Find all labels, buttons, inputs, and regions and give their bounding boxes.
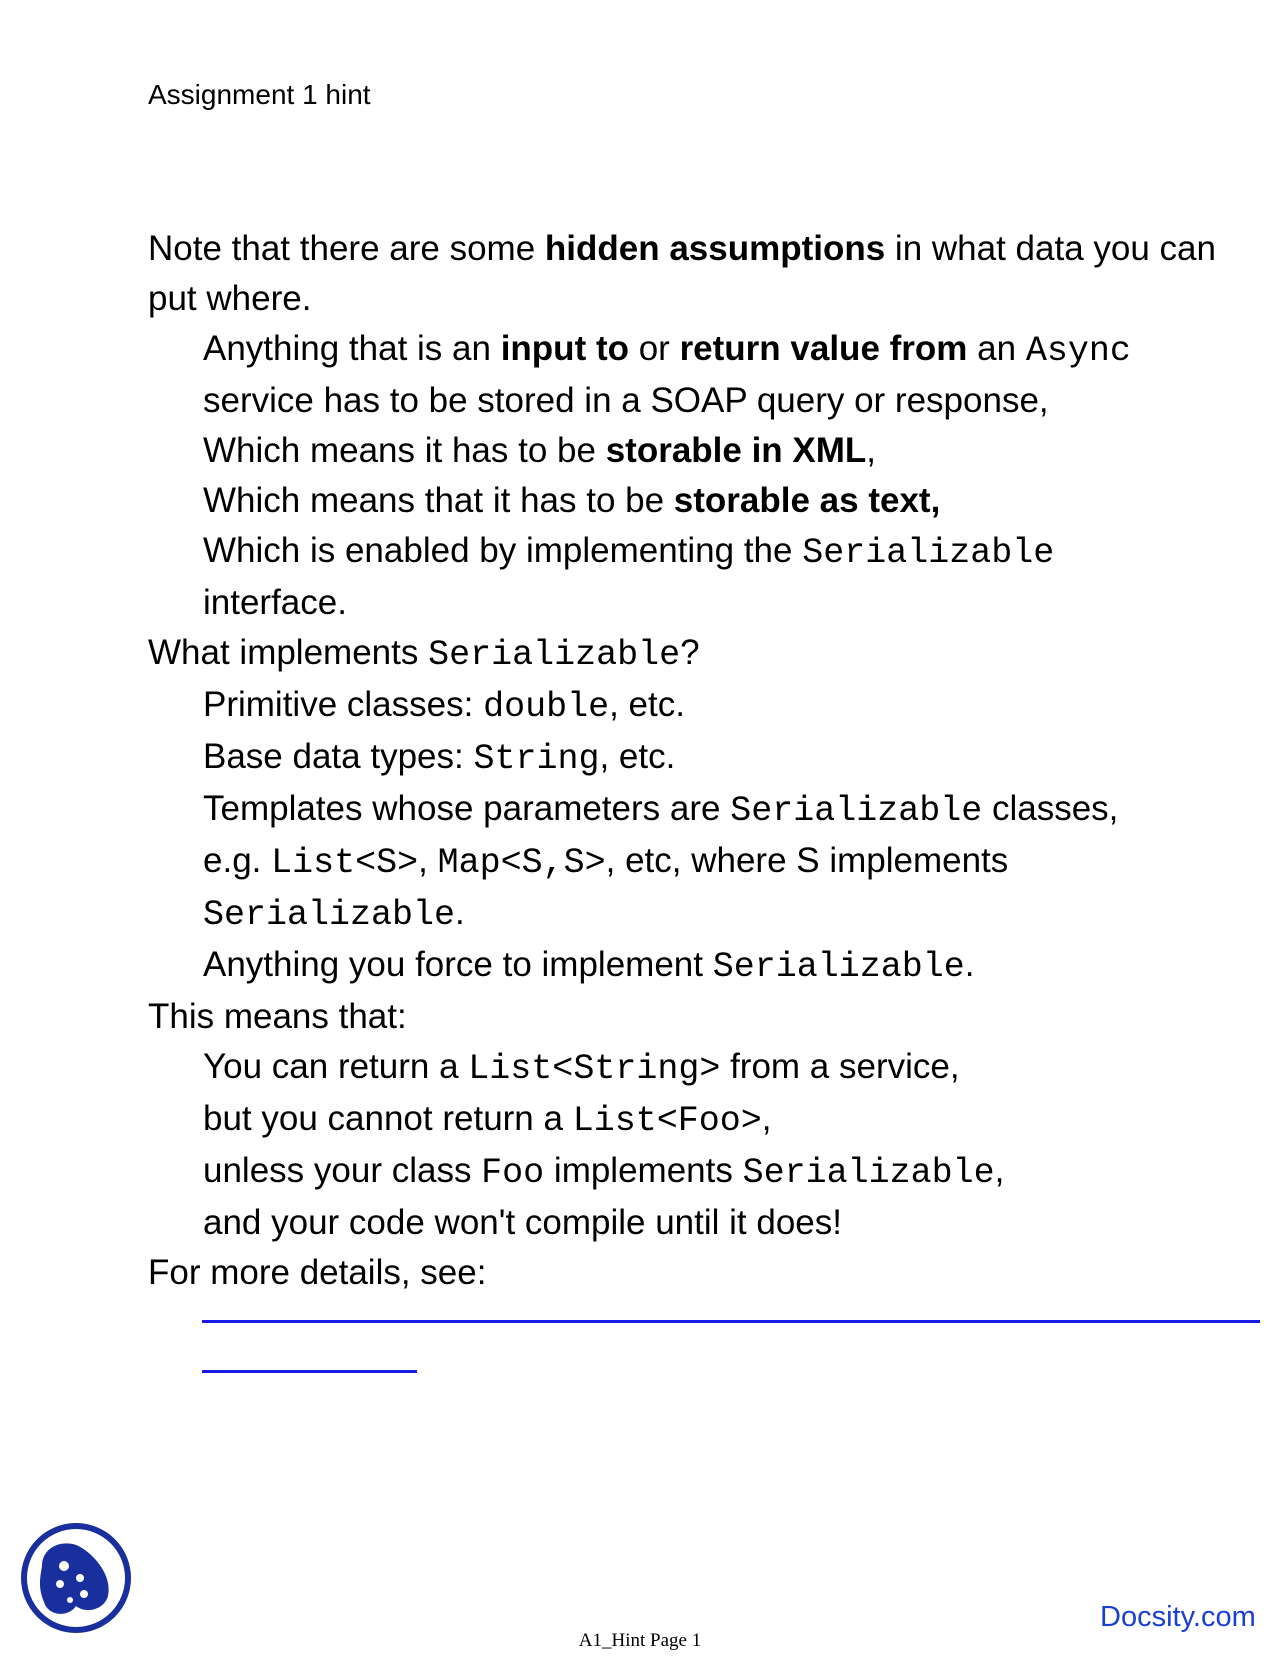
text-span: , (866, 431, 877, 470)
text-span: What implements (148, 633, 429, 672)
line-unless (148, 1146, 1248, 1198)
code-text: List<String> (468, 1049, 721, 1089)
text-span: in what data you can put where. (148, 229, 1216, 318)
text-span: , (761, 1099, 772, 1138)
line-cannot-return (148, 1094, 1248, 1146)
line-async (148, 324, 1248, 376)
text-span: Anything that is an (203, 329, 501, 368)
code-text: Foo (481, 1153, 545, 1193)
page-header-title: Assignment 1 hint (148, 79, 371, 110)
text-span: unless your class (203, 1151, 482, 1190)
code-text: List<S> (271, 843, 419, 883)
text-span: Which is enabled by implementing the (203, 531, 803, 570)
line-serializable (148, 526, 1248, 578)
code-text: Serializable (742, 1153, 995, 1193)
text-span: Which means it has to be (203, 431, 606, 470)
code-text: Serializable (802, 533, 1055, 573)
paragraph-intro (148, 224, 1248, 324)
hyperlink-underline[interactable] (202, 1320, 1260, 1323)
line-text (148, 476, 1248, 526)
line-primitive (148, 680, 1248, 732)
text-span: Note that there are some (148, 229, 545, 268)
page-footer: A1_Hint Page 1 (578, 1630, 702, 1651)
text-span: . (964, 945, 975, 984)
line-example (148, 836, 1248, 888)
line-this-means: This means that: (148, 997, 407, 1036)
text-span: e.g. (203, 841, 272, 880)
code-text: Serializable (730, 791, 983, 831)
text-span: implements (544, 1151, 743, 1190)
text-span: Anything you force to implement (203, 945, 713, 984)
text-span: , etc. (599, 737, 676, 776)
text-span: classes, (982, 789, 1119, 828)
document-body (148, 224, 1248, 1298)
code-text: String (473, 739, 600, 779)
line-xml (148, 426, 1248, 476)
text-span: . (455, 893, 465, 932)
bold-text: input to (500, 329, 629, 368)
text-span: from a service, (720, 1047, 960, 1086)
text-span: , etc, where S implements (605, 841, 1009, 880)
line-interface: interface. (203, 583, 347, 622)
line-serializable-2 (148, 888, 1248, 940)
code-text: Serializable (712, 947, 965, 987)
code-text: Serializable (428, 635, 681, 675)
code-text: double (483, 687, 610, 727)
bold-text: return value from (679, 329, 968, 368)
text-span: You can return a (203, 1047, 469, 1086)
text-span: Base data types: (203, 737, 474, 776)
code-text: Async (1025, 331, 1131, 371)
bold-text: hidden assumptions (544, 229, 886, 268)
text-span: an (967, 329, 1026, 368)
text-span: but you cannot return a (203, 1099, 573, 1138)
text-span: or (628, 329, 680, 368)
line-more-details: For more details, see: (148, 1253, 487, 1292)
text-span: Which means that it has to be (203, 481, 674, 520)
line-wont-compile: and your code won't compile until it does! (203, 1203, 842, 1242)
text-span: , etc. (609, 685, 685, 724)
line-templates (148, 784, 1248, 836)
hyperlink-underline-continued[interactable] (202, 1370, 417, 1373)
text-span: , (418, 841, 438, 880)
text-span: Templates whose parameters are (203, 789, 731, 828)
docsity-logo-icon (20, 1522, 132, 1634)
text-span: ? (680, 633, 700, 672)
code-text: List<Foo> (572, 1101, 762, 1141)
line-base-types (148, 732, 1248, 784)
bold-text: storable in XML (605, 431, 867, 470)
line-what-implements (148, 628, 1248, 680)
code-text: Serializable (203, 895, 456, 935)
docsity-brand-link[interactable]: Docsity.com (1100, 1601, 1256, 1633)
line-return-list (148, 1042, 1248, 1094)
line-soap: service has to be stored in a SOAP query or response, (203, 381, 1049, 420)
text-span: , (994, 1151, 1005, 1190)
text-span: Primitive classes: (203, 685, 484, 724)
line-force (148, 940, 1248, 992)
code-text: Map<S,S> (437, 843, 606, 883)
bold-text: storable as text, (673, 481, 941, 520)
